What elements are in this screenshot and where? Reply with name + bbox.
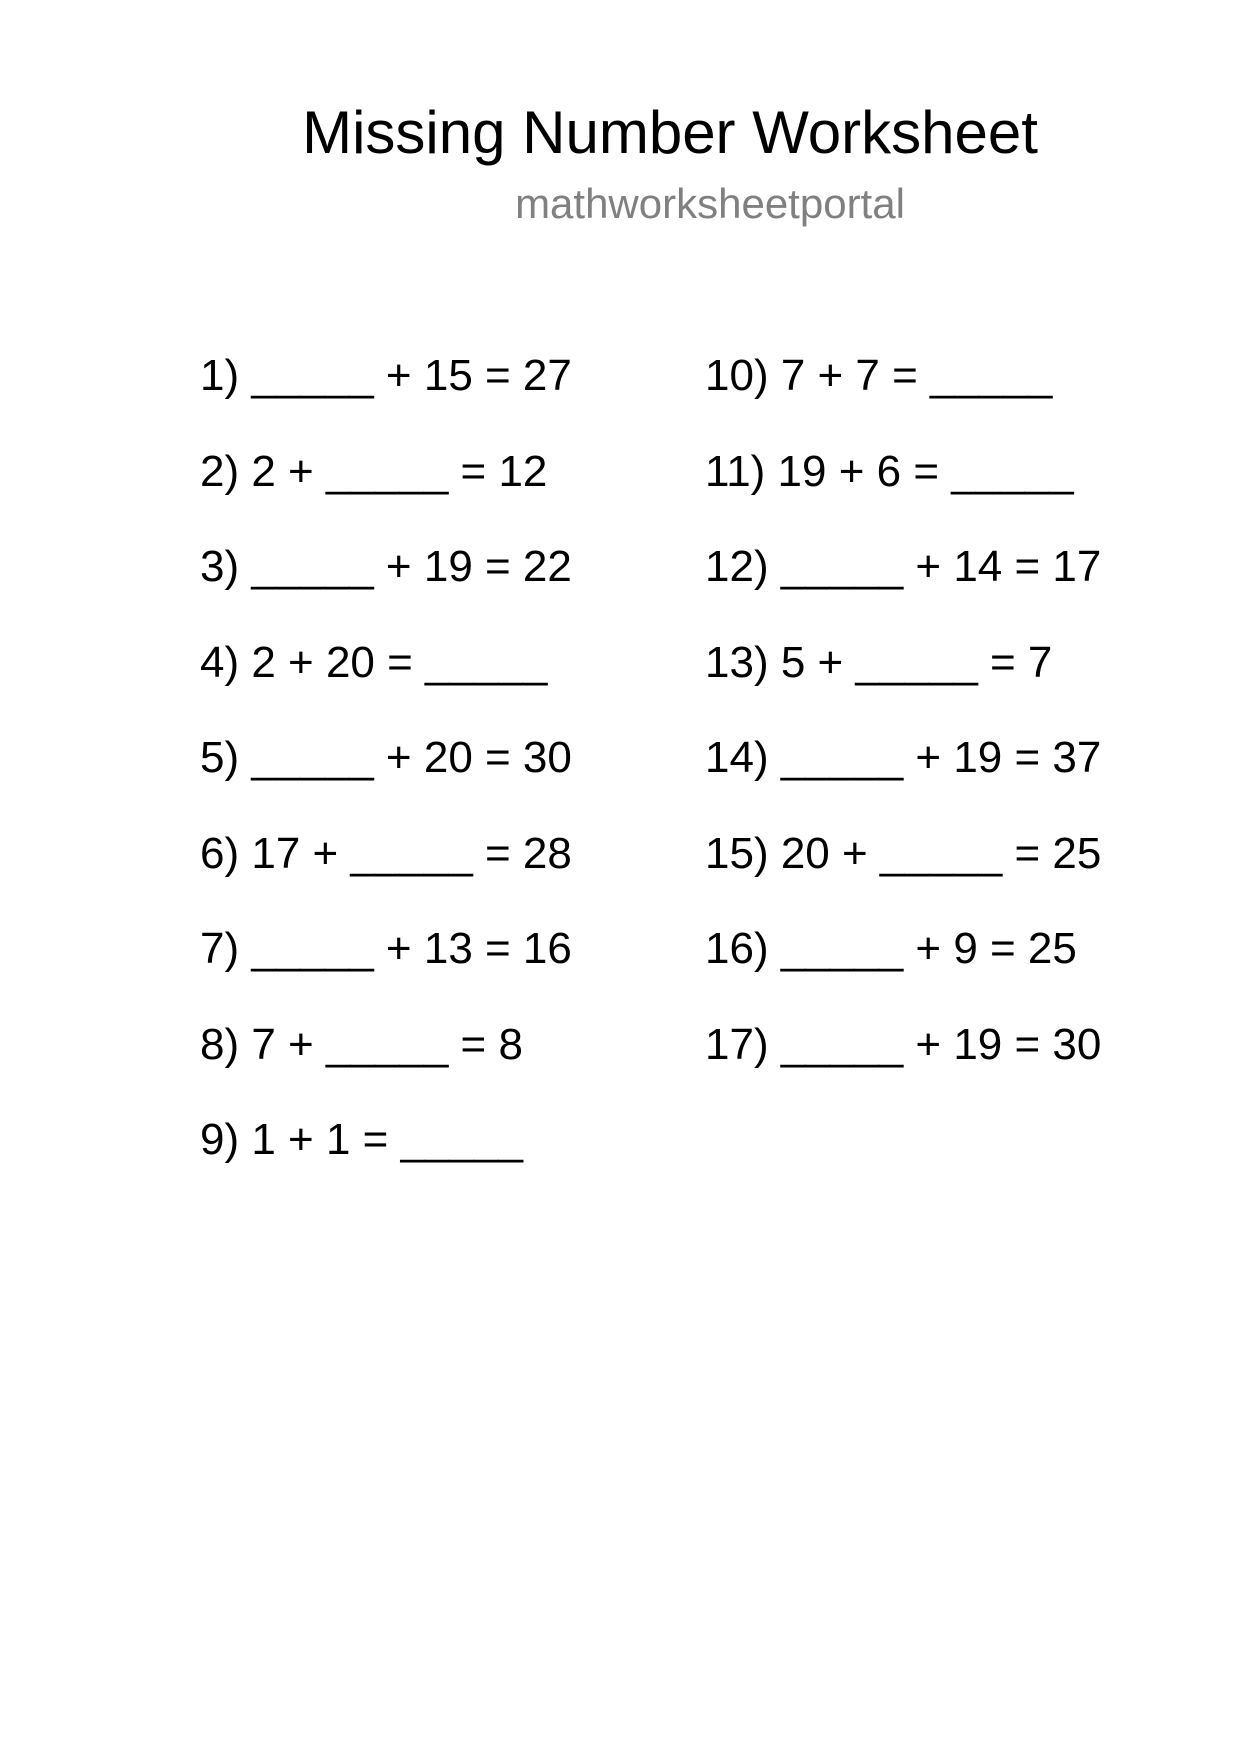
problem-item: 16) _____ + 9 = 25	[705, 924, 1077, 973]
problem-item: 13) 5 + _____ = 7	[705, 637, 1053, 687]
problem-item: 3) _____ + 19 = 22	[200, 542, 572, 591]
problem-item: 9) 1 + 1 = _____	[200, 1115, 523, 1164]
problem-item: 4) 2 + 20 = _____	[200, 637, 548, 687]
problem-item: 10) 7 + 7 = _____	[705, 351, 1053, 400]
problem-item: 2) 2 + _____ = 12	[200, 446, 548, 496]
problem-item: 17) _____ + 19 = 30	[705, 1019, 1102, 1069]
problem-item: 11) 19 + 6 = _____	[705, 446, 1074, 496]
problem-item: 5) _____ + 20 = 30	[200, 733, 572, 782]
problem-item: 1) _____ + 15 = 27	[200, 351, 572, 400]
worksheet-title: Missing Number Worksheet	[302, 99, 1038, 166]
problems-left-column	[200, 350, 572, 1210]
problems-right-column	[705, 350, 1101, 1114]
problem-item: 6) 17 + _____ = 28	[200, 828, 572, 878]
problem-item: 14) _____ + 19 = 37	[705, 733, 1102, 782]
problem-item: 12) _____ + 14 = 17	[705, 542, 1102, 591]
problem-item: 8) 7 + _____ = 8	[200, 1019, 523, 1069]
problem-item: 7) _____ + 13 = 16	[200, 924, 572, 973]
problem-item: 15) 20 + _____ = 25	[705, 828, 1102, 878]
worksheet-subtitle: mathworksheetportal	[515, 180, 905, 227]
